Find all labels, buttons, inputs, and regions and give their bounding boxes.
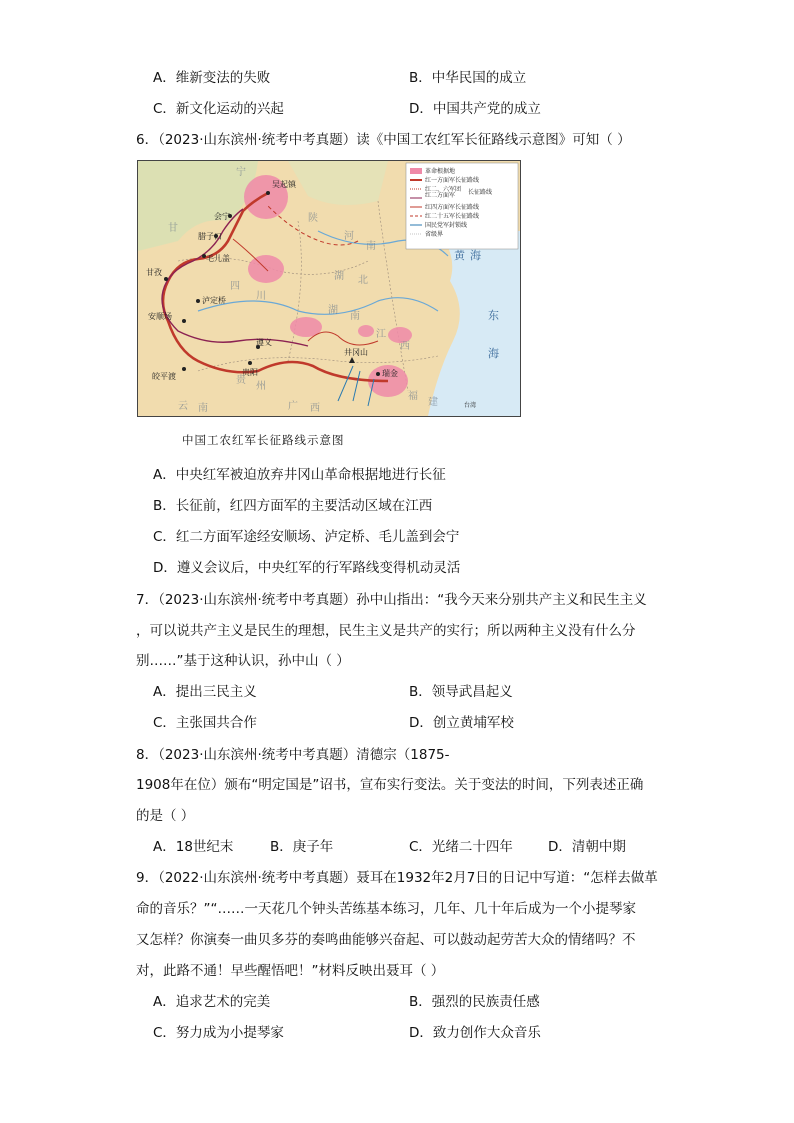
region-label-6: 川 xyxy=(256,291,266,302)
place-label-6: 安顺场 xyxy=(148,312,172,321)
q8-line-2: 1908年在位）颁布“明定国是”诏书，宣布实行变法。关于变法的时间，下列表述正确 xyxy=(136,777,644,793)
q6-option-b[interactable]: B．长征前，红四方面军的主要活动区域在江西 xyxy=(153,498,433,514)
region-label-8: 北 xyxy=(358,275,368,286)
sea-label-3: 海 xyxy=(488,347,499,360)
sea-label-0: 黄 xyxy=(454,249,465,262)
legend-label-4: 长征路线 xyxy=(468,189,493,196)
legend-label-6: 红二十五军长征路线 xyxy=(425,213,480,220)
q5-option-c[interactable]: C．新文化运动的兴起 xyxy=(153,101,284,117)
q6-option-d[interactable]: D．遵义会议后，中央红军的行军路线变得机动灵活 xyxy=(153,560,461,576)
region-label-5: 四 xyxy=(230,281,240,292)
region-label-10: 南 xyxy=(350,311,360,322)
legend-label-2: 红二、六军团 xyxy=(425,186,462,193)
q8-line-3: 的是（ ） xyxy=(136,808,195,824)
q7-option-a[interactable]: A．提出三民主义 xyxy=(153,684,257,700)
region-label-20: 建 xyxy=(428,397,438,408)
sea-label-2: 东 xyxy=(488,309,499,322)
legend-label-3: 红二方面军 xyxy=(425,192,456,199)
q9-option-b[interactable]: B．强烈的民族责任感 xyxy=(409,994,540,1010)
place-label-8: 贵阳 xyxy=(242,368,258,377)
q7-line-3: 别……”基于这种认识，孙中山（ ） xyxy=(136,653,350,669)
place-label-2: 腊子口 xyxy=(198,232,222,241)
place-label-3: 毛儿盖 xyxy=(206,254,230,263)
q8-option-b[interactable]: B．庚子年 xyxy=(270,839,334,855)
place-label-9: 皎平渡 xyxy=(152,372,176,381)
q7-option-d[interactable]: D．创立黄埔军校 xyxy=(409,715,514,731)
q6-option-a[interactable]: A．中央红军被迫放弃井冈山革命根据地进行长征 xyxy=(153,467,446,483)
legend-label-7: 国民党军封锁线 xyxy=(425,222,468,229)
q8-option-c[interactable]: C．光绪二十四年 xyxy=(409,839,513,855)
map-caption: 中国工农红军长征路线示意图 xyxy=(182,433,345,447)
place-label-0: 吴起镇 xyxy=(272,180,296,189)
q9-option-c[interactable]: C．努力成为小提琴家 xyxy=(153,1025,284,1041)
region-label-0: 宁 xyxy=(236,167,246,178)
q9-line-4: 对，此路不通！早些醒悟吧！”材料反映出聂耳（ ） xyxy=(136,963,445,979)
sea-label-1: 海 xyxy=(470,249,481,262)
q9-option-d[interactable]: D．致力创作大众音乐 xyxy=(409,1025,541,1041)
q8-option-d[interactable]: D．清朝中期 xyxy=(548,839,626,855)
legend-label-1: 红一方面军长征路线 xyxy=(425,177,480,184)
q7-option-c[interactable]: C．主张国共合作 xyxy=(153,715,257,731)
legend-label-5: 红四方面军长征路线 xyxy=(425,204,480,211)
q8-option-a[interactable]: A．18世纪末 xyxy=(153,839,234,855)
legend-label-0: 革命根据地 xyxy=(425,168,456,175)
region-label-21: 台湾 xyxy=(464,402,477,409)
q5-option-d[interactable]: D．中国共产党的成立 xyxy=(409,101,541,117)
long-march-map-svg xyxy=(138,161,520,416)
q5-option-b[interactable]: B．中华民国的成立 xyxy=(409,70,527,86)
region-label-4: 南 xyxy=(366,241,376,252)
q9-option-a[interactable]: A．追求艺术的完美 xyxy=(153,994,271,1010)
region-label-16: 西 xyxy=(310,403,320,414)
place-label-5: 泸定桥 xyxy=(202,296,226,305)
legend-label-8: 省级界 xyxy=(425,231,444,238)
q8-line-1: 8．（2023·山东滨州·统考中考真题）清德宗（1875- xyxy=(136,747,450,763)
place-label-7: 遵义 xyxy=(256,338,272,347)
region-label-12: 州 xyxy=(256,381,266,392)
region-label-11: 贵 xyxy=(236,375,246,386)
q6-option-c[interactable]: C．红二方面军途经安顺场、泸定桥、毛儿盖到会宁 xyxy=(153,529,460,545)
q9-line-3: 又怎样？你演奏一曲贝多芬的奏鸣曲能够兴奋起、可以鼓动起劳苦大众的情绪吗？不 xyxy=(136,932,636,948)
region-label-13: 江 xyxy=(376,329,386,340)
q9-line-1: 9．（2022·山东滨州·统考中考真题）聂耳在1932年2月7日的日记中写道：“怎样去做革 xyxy=(136,870,658,886)
place-label-4: 甘孜 xyxy=(146,268,162,277)
place-label-11: 瑞金 xyxy=(382,369,398,378)
region-label-15: 广 xyxy=(288,401,298,412)
region-label-17: 云 xyxy=(178,401,188,412)
q7-option-b[interactable]: B．领导武昌起义 xyxy=(409,684,513,700)
region-label-3: 河 xyxy=(344,231,354,242)
region-label-18: 南 xyxy=(198,403,208,414)
region-label-1: 甘 xyxy=(168,223,178,234)
place-label-10: 井冈山 xyxy=(344,348,368,357)
region-label-7: 湖 xyxy=(334,271,344,282)
q7-line-1: 7．（2023·山东滨州·统考中考真题）孙中山指出：“我今天来分别共产主义和民生主义 xyxy=(136,592,647,608)
q6-stem: 6．（2023·山东滨州·统考中考真题）读《中国工农红军长征路线示意图》可知（ ） xyxy=(136,132,631,148)
place-label-1: 会宁 xyxy=(214,212,230,221)
q5-option-a[interactable]: A．维新变法的失败 xyxy=(153,70,271,86)
region-label-19: 福 xyxy=(408,391,418,402)
region-label-14: 西 xyxy=(400,341,410,352)
long-march-map xyxy=(137,160,521,417)
region-label-2: 陕 xyxy=(308,213,318,224)
region-label-9: 湖 xyxy=(328,305,338,316)
q9-line-2: 命的音乐？”“……一天花几个钟头苦练基本练习，几年、几十年后成为一个小提琴家 xyxy=(136,901,636,917)
q7-line-2: ，可以说共产主义是民生的理想，民生主义是共产的实行；所以两种主义没有什么分 xyxy=(136,623,636,639)
